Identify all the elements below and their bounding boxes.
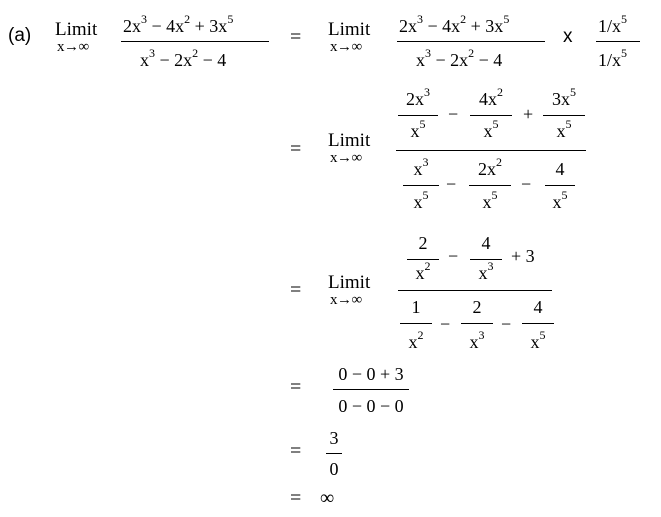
step5-numerator: 3 (329, 428, 339, 448)
step3-top-f2-bar (470, 259, 502, 260)
limit-subscript: x→∞ (330, 39, 362, 55)
step3-top-tail: + 3 (511, 246, 535, 266)
step2-main-bar (396, 150, 586, 151)
step5-denominator: 0 (329, 459, 339, 479)
limit-subscript: x→∞ (330, 292, 362, 308)
step3-bottom-f1-den: $x^2$ (408, 328, 424, 352)
step3-bottom-op2: − (501, 314, 512, 334)
step3-bottom-f2-den: $x^3$ (469, 328, 485, 352)
step2-top-f2-bar (470, 115, 512, 116)
step3-bottom-f1-num: 1 (411, 297, 421, 317)
limit-subscript: x→∞ (330, 150, 362, 166)
step2-top-f2-num: $4x^2$ (479, 85, 503, 109)
times-sign: x (563, 26, 573, 47)
step1-multiplier-numerator: $1/x^5$ (598, 12, 628, 36)
infinity-result: ∞ (320, 487, 335, 509)
step2-bottom-f3-den: $x^5$ (552, 188, 568, 212)
step2-bottom-f2-num: $2x^2$ (478, 155, 502, 179)
step3-bottom-f2-num: 2 (472, 297, 482, 317)
step2-top-f3-bar (543, 115, 585, 116)
step1-fraction-bar (397, 41, 545, 42)
step0-numerator: $2x^3 - 4x^2 + 3x^5$ (123, 12, 234, 36)
step2-bottom-f1-bar (403, 185, 439, 186)
step2-bottom-op1: − (446, 174, 457, 194)
limit-word: Limit (328, 130, 371, 151)
step3-top-f2-num: 4 (481, 233, 491, 253)
equals-sign: = (290, 487, 302, 509)
step2-top-f1-bar (398, 115, 438, 116)
step2-top-op1: − (448, 104, 459, 124)
step5-fraction-bar (326, 453, 342, 454)
limit-word: Limit (328, 19, 371, 40)
step3-bottom-f3-bar (522, 323, 554, 324)
step2-top-f1-num: $2x^3$ (406, 85, 430, 109)
step3-top-f1-bar (407, 259, 439, 260)
step2-bottom-f3-num: 4 (555, 159, 565, 179)
step1-multiplier-bar (596, 41, 640, 42)
equals-sign: = (290, 279, 302, 301)
step3-top-f1-den: $x^2$ (415, 259, 431, 283)
step3-bottom-f3-den: $x^5$ (530, 328, 546, 352)
step2-top-f3-num: $3x^5$ (552, 85, 576, 109)
step3-top-f2-den: $x^3$ (478, 259, 494, 283)
step3-bottom-f2-bar (461, 323, 493, 324)
step2-bottom-f1-num: $x^3$ (413, 155, 429, 179)
equals-sign: = (290, 26, 302, 48)
step3-bottom-f3-num: 4 (533, 297, 543, 317)
limit-subscript: x→∞ (57, 39, 89, 55)
part-label: (a) (8, 25, 32, 46)
equals-sign: = (290, 138, 302, 160)
limit-word: Limit (55, 19, 98, 40)
step2-top-op2: + (523, 104, 534, 124)
step3-bottom-f1-bar (400, 323, 432, 324)
step3-bottom-op1: − (440, 314, 451, 334)
step2-bottom-f2-bar (469, 185, 511, 186)
step2-bottom-f2-den: $x^5$ (482, 188, 498, 212)
step0-denominator: $x^3 - 2x^2 - 4$ (140, 46, 227, 70)
step4-fraction-bar (333, 389, 409, 390)
step2-top-f2-den: $x^5$ (483, 117, 499, 141)
step0-fraction-bar (121, 41, 269, 42)
step3-top-f1-num: 2 (418, 233, 428, 253)
step4-numerator: 0 − 0 + 3 (338, 364, 404, 384)
step2-top-f1-den: $x^5$ (410, 117, 426, 141)
step2-bottom-f3-bar (545, 185, 575, 186)
step3-main-bar (398, 290, 552, 291)
step2-top-f3-den: $x^5$ (556, 117, 572, 141)
step4-denominator: 0 − 0 − 0 (338, 396, 404, 416)
step2-bottom-f1-den: $x^5$ (413, 188, 429, 212)
step3-top-op1: − (448, 246, 459, 266)
step2-bottom-op2: − (521, 174, 532, 194)
step1-multiplier-denominator: $1/x^5$ (598, 46, 628, 70)
limit-word: Limit (328, 272, 371, 293)
step1-denominator: $x^3 - 2x^2 - 4$ (416, 46, 503, 70)
step1-numerator: $2x^3 - 4x^2 + 3x^5$ (399, 12, 510, 36)
equals-sign: = (290, 440, 302, 462)
equals-sign: = (290, 376, 302, 398)
